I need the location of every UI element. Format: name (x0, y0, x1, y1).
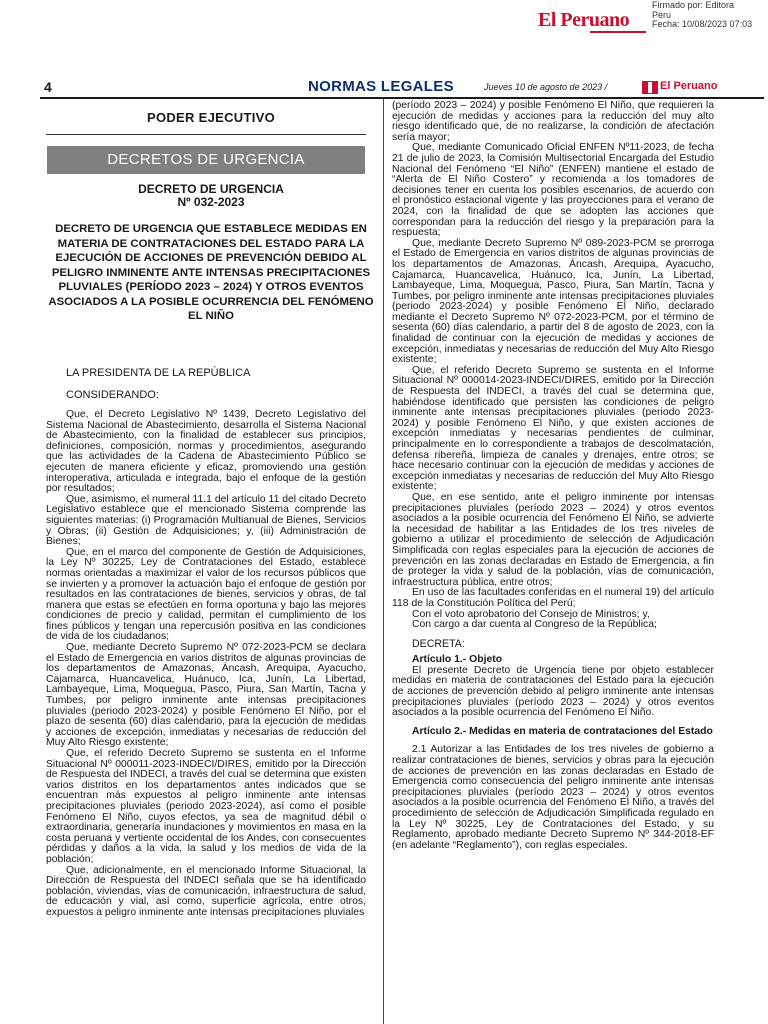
article-2-text: 2.1 Autorizar a las Entidades de los tres niveles de gobierno a realizar contrataciones de bienes, servicios y obras para la ejecución de acciones de prevención en las zonas declaradas en Estado de Emergencia como consecuencia del peligro inminente ante intensas precipitaciones pluviales (período 2023 – 2024) y otros eventos asociados a la posible ocurrencia del Fenómeno El Niño, a través del procedimiento de selección de Adjudicación Simplificada regulado en la Ley Nº 30225, Ley de Contrataciones del Estado, y su Reglamento, aprobado mediante Decreto Supremo Nº 344-2018-EF (en adelante “Reglamento”), con reglas especiales. (392, 744, 714, 851)
signature-line: Fecha: 10/08/2023 07:03 (652, 19, 753, 29)
paragraph: Que, mediante Decreto Supremo Nº 072-2023-PCM se declara el Estado de Emergencia en varios distritos de algunas provincias de los departamentos de Amazonas, Áncash, Arequipa, Ayacucho, Cajamarca, Huancavelica, Huánuco, Ica, Junín, La Libertad, Lambayeque, Lima, Moquegua, Pasco, Piura, San Martín, Tacna y Tumbes, por peligro inminente ante intensas precipitaciones pluviales (periodo 2023-2024) y posible Fenómeno El Niño, por el plazo de sesenta (60) días calendario, para la ejecución de medidas y acciones de excepción, inmediatas y necesarias de reducción del Muy Alto Riesgo existente; (46, 642, 366, 749)
decreta-heading: DECRETA: (412, 637, 465, 650)
decree-title: DECRETO DE URGENCIA QUE ESTABLECE MEDIDAS EN MATERIA DE CONTRATACIONES DEL ESTADO PARA LA EJECUCIÓN DE ACCIONES DE PREVENCIÓN DEBIDO AL PELIGRO INMINENTE ANTE INTENSAS PRECIPITACIONES PLUVIALES (PERÍODO 2023 – 2024) Y OTROS EVENTOS ASOCIADOS A LA POSIBLE OCURRENCIA DEL FENÓMENO EL NIÑO (48, 223, 374, 322)
paragraph: Que, en ese sentido, ante el peligro inminente por intensas precipitaciones pluviales (período 2023 – 2024) y otros eventos asociados a la posible ocurrencia del Fenómeno El Niño, se advierte la necesidad de habilitar a las Entidades de los tres niveles de gobierno a utilizar el procedimiento de selección de Adjudicación Simplificada con reglas especiales para la ejecución de acciones de prevención en las zonas declaradas en Estado de Emergencia, a fin de proteger la vida y salud de la población, vías de comunicación, infraestructura pública, entre otros; (392, 491, 714, 588)
paragraph: Con el voto aprobatorio del Consejo de Ministros; y, (412, 608, 650, 620)
publication-date: Jueves 10 de agosto de 2023 / (484, 82, 608, 92)
paragraph: Que, el referido Decreto Supremo se sustenta en el Informe Situacional Nº 000011-2023-INDECI/DIRES, emitido por la Dirección de Respuesta del INDECI, a través del cual se determina que existen varios distritos en los departamentos antes indicados que se encuentran más expuestos al peligro inminente ante intensas precipitaciones pluviales (periodo 2023-2024), así como el posible Fenómeno El Niño, cuyos efectos, ya sea de magnitud débil o extraordinaria, generaría inundaciones y movimientos en masa en la costa peruana y vertiente occidental de los Andes, con consecuentes pérdidas y daños a la vida, la salud y los medios de vida de la población; (46, 748, 366, 865)
paragraph: En uso de las facultades conferidas en el numeral 19) del artículo 118 de la Constitución Política del Perú; (392, 587, 714, 609)
branch-heading: PODER EJECUTIVO (146, 110, 276, 125)
paragraph: Que, asimismo, el numeral 11.1 del artículo 11 del citado Decreto Legislativo establece que el mencionado Sistema comprende las siguientes materias: (i) Programación Multianual de Bienes, Servicios y Obras; (ii) Gestión de Adquisiciones; y, (iii) Administración de Bienes; (46, 493, 366, 548)
paragraph: (período 2023 – 2024) y posible Fenómeno El Niño, que requieren la ejecución de medidas y acciones para la reducción del muy alto riesgo identificado que, de no realizarse, la condición de afectación sería mayor; (392, 100, 714, 143)
decree-number: Nº 032-2023 (177, 195, 245, 209)
article-1-heading: Artículo 1.- Objeto (412, 654, 503, 666)
el-peruano-logo: El Peruano (538, 9, 630, 31)
masthead (0, 0, 768, 40)
considerando-heading: CONSIDERANDO: (66, 389, 159, 401)
category-band: DECRETOS DE URGENCIA (47, 146, 365, 174)
section-title: NORMAS LEGALES (308, 78, 454, 95)
branch-rule (46, 134, 366, 135)
paragraph: Que, en el marco del componente de Gestión de Adquisiciones, la Ley Nº 30225, Ley de Contrataciones del Estado, establece normas orientadas a maximizar el valor de los recursos públicos que se invierten y a promover la actuación bajo el enfoque de gestión por resultados en las contrataciones de bienes, servicios y obras, de tal manera que estas se efectúen en forma oportuna y bajo las mejores condiciones de precio y calidad, permitan el cumplimiento de los fines públicos y tengan una repercusión positiva en las condiciones de vida de los ciudadanos; (46, 546, 366, 643)
signature-line: Firmado por: Editora (652, 0, 735, 10)
logo-underline (590, 31, 646, 33)
paragraph: Con cargo a dar cuenta al Congreso de la República; (412, 619, 657, 631)
decree-kind: DECRETO DE URGENCIA (138, 182, 284, 196)
paragraph: Que, mediante Comunicado Oficial ENFEN Nº11-2023, de fecha 21 de julio de 2023, la Comisión Multisectorial Encargada del Estudio Nacional del Fenómeno “El Niño” (ENFEN) mantiene el estado de “Alerta de El Niño Costero” y recomienda a los tomadores de decisiones tener en cuenta los posibles escenarios, de acuerdo con el pronóstico estacional vigente y las proyecciones para el verano de 2024, con la finalidad de que se adopten las acciones que correspondan para la reducción del riesgo y la preparación para la respuesta; (392, 142, 714, 239)
left-body (46, 410, 366, 919)
article-2-heading: Artículo 2.- Medidas en materia de contrataciones del Estado (412, 725, 713, 737)
publication-name: El Peruano (660, 80, 718, 92)
header-rule (40, 97, 764, 99)
right-column (392, 101, 714, 851)
peru-flag-icon (642, 81, 658, 94)
paragraph: Que, mediante Decreto Supremo Nº 089-2023-PCM se prorroga el Estado de Emergencia en varios distritos de algunas provincias de los departamentos de Amazonas, Áncash, Arequipa, Ayacucho, Cajamarca, Huancavelica, Huánuco, Ica, Junín, La Libertad, Lambayeque, Lima, Moquegua, Pasco, Piura, San Martín, Tacna y Tumbes, por peligro inminente ante intensas precipitaciones pluviales (periodo 2023-2024) y posible Fenómeno El Niño, declarado mediante el Decreto Supremo Nº 072-2023-PCM, por el término de sesenta (60) días calendario, a partir del 8 de agosto de 2023, con la finalidad de continuar con la ejecución de medidas y acciones de excepción, inmediatas y necesarias de reducción del Muy Alto Riesgo existente; (392, 237, 714, 366)
signature-line: Peru (652, 9, 672, 20)
digital-signature (652, 1, 766, 30)
article-1-text: El presente Decreto de Urgencia tiene por objeto establecer medidas en materia de contrataciones del Estado para la ejecución de acciones de prevención debido al peligro inminente ante intensas precipitaciones pluviales (período 2023 – 2024) y otros eventos asociados a la posible ocurrencia del Fenómeno El Niño. (392, 664, 714, 719)
paragraph: Que, el referido Decreto Supremo se sustenta en el Informe Situacional Nº 000014-2023-INDECI/DIRES, emitido por la Dirección de Respuesta del INDECI, a través del cual se determina que, habiéndose identificado que persisten las condiciones de peligro inminente ante intensas precipitaciones pluviales (periodo 2023-2024) y posible Fenómeno El Niño, y que existen acciones de excepción inmediatas y necesarias pendientes de culminar, principalmente en lo correspondiente a trabajos de descolmatación, defensa ribereña, limpieza de canales y drenajes, entre otros; se hace necesario continuar con la ejecución de medidas y acciones de excepción inmediatas y necesarias de reducción del Muy Alto Riesgo existente; (392, 364, 714, 493)
paragraph: Que, adicionalmente, en el mencionado Informe Situacional, la Dirección de Respuesta del INDECI señala que se ha identificado población, viviendas, vías de comunicación, infraestructura de salud, de educación y vial, así como, superficie agrícola, entre otros, expuestos a peligro inminente ante intensas precipitaciones pluviales (46, 864, 366, 918)
issuer: LA PRESIDENTA DE LA REPÚBLICA (66, 367, 251, 379)
page-number: 4 (44, 79, 52, 95)
paragraph: Que, el Decreto Legislativo Nº 1439, Decreto Legislativo del Sistema Nacional de Abastecimiento, desarrolla el Sistema Nacional de Abastecimiento, con la finalidad de establecer sus principios, definiciones, composición, normas y procedimientos, asegurando que las actividades de la Cadena de Abastecimiento Público se ejecuten de manera eficiente y eficaz, promoviendo una gestión interoperativa, articulada e integrada, bajo el enfoque de la gestión por resultados; (46, 409, 366, 495)
column-divider (383, 99, 384, 1024)
decree-id (46, 183, 376, 209)
